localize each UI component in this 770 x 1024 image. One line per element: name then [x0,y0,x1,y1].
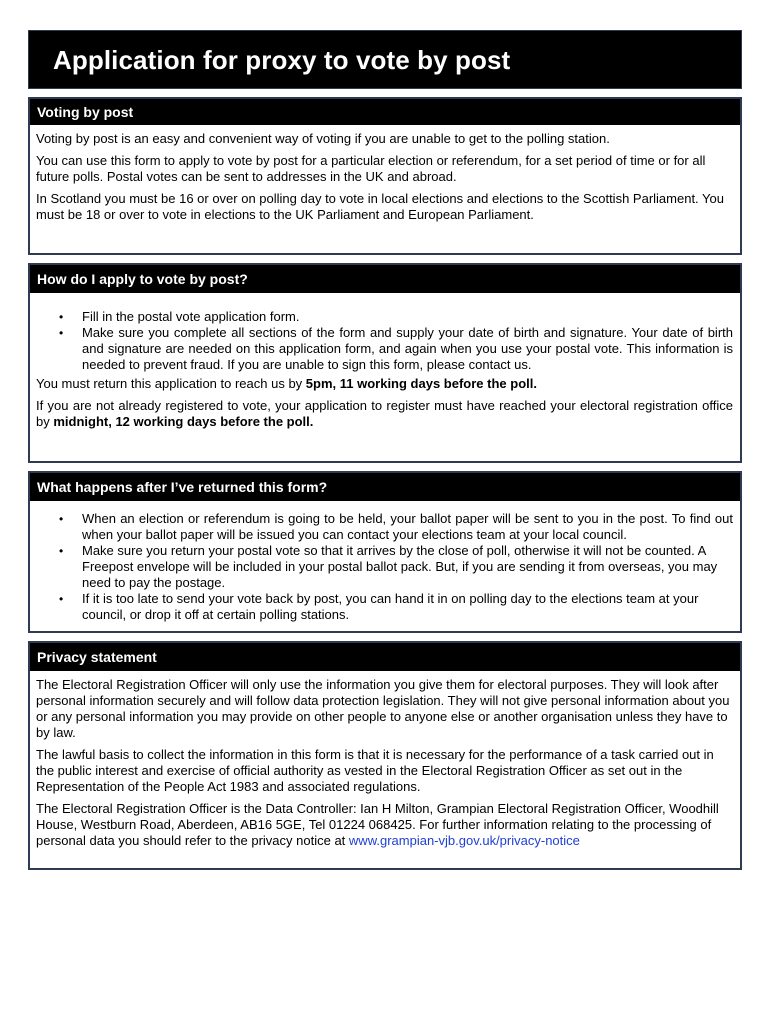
list-item-text: Make sure you complete all sections of the form and supply your date of birth and signature. Your date of birth and signature are needed on this application form, and again when you use your postal vote. This information is needed to prevent fraud. If you are unable to sign this form, please contact us. [82,325,733,372]
paragraph: The Electoral Registration Officer will only use the information you give them for electoral purposes. They will look after personal information securely and will follow data protection legislation. They will not give personal information about you or any personal information you may provide on other people to anyone else or another organisation unless they have to by law. [36,677,730,740]
section-voting-by-post [28,97,742,255]
section-heading: Privacy statement [30,643,740,671]
section-body [30,125,740,223]
list-item [36,591,733,623]
bullet-icon: • [59,592,64,606]
section-body [30,671,740,849]
bullet-icon: • [59,512,64,526]
paragraph: In Scotland you must be 16 or over on polling day to vote in local elections and elections to the Scottish Parliament. You must be 18 or over to vote in elections to the UK Parliament and European Parliament. [36,191,724,222]
bullet-icon: • [59,310,64,324]
return-text: You must return this application to reach us by [36,376,306,391]
paragraph [36,376,733,392]
register-text: If you are not already registered to vote, your application to register must have reached your electoral registration office by [36,398,733,429]
list-item-text: When an election or referendum is going to be held, your ballot paper will be sent to you in the post. To find out when your ballot paper will be issued you can contact your elections team at your local council. [82,511,733,542]
title-bar [28,30,742,89]
section-after-return [28,471,742,633]
list-item [36,325,733,373]
bullet-list [36,309,733,373]
list-item [36,511,733,543]
section-how-to-apply [28,263,742,463]
list-item-text: Fill in the postal vote application form. [82,309,300,324]
bullet-icon: • [59,544,64,558]
bullet-icon: • [59,326,64,340]
bullet-list [36,511,733,623]
paragraph [36,801,733,849]
privacy-notice-link[interactable]: www.grampian-vjb.gov.uk/privacy-notice [348,833,580,848]
list-item [36,309,733,325]
section-heading: How do I apply to vote by post? [30,265,740,293]
section-privacy [28,641,742,870]
section-body [30,293,740,430]
page-title: Application for proxy to vote by post [53,45,511,75]
controller-text: The Electoral Registration Officer is the Data Controller: Ian H Milton, Grampian Electoral Registration Officer, Woodhill House, Westburn Road, Aberdeen, AB16 5GE, Tel 01224 068425. For further information relating to the processing of personal data you should refer to the privacy notice at [36,801,719,848]
paragraph: The lawful basis to collect the information in this form is that it is necessary for the performance of a task carried out in the public interest and exercise of official authority as vested in the Electoral Registration Officer as set out in the Representation of the People Act 1983 and associated regulations. [36,747,714,794]
section-heading: Voting by post [30,99,740,125]
paragraph: Voting by post is an easy and convenient way of voting if you are unable to get to the polling station. [36,131,610,146]
register-deadline: midnight, 12 working days before the poll. [53,414,314,429]
list-item-text: If it is too late to send your vote back by post, you can hand it in on polling day to the elections team at your council, or drop it off at certain polling stations. [82,591,699,622]
list-item [36,543,733,591]
return-deadline: 5pm, 11 working days before the poll. [305,376,537,391]
paragraph [36,398,733,430]
paragraph: You can use this form to apply to vote by post for a particular election or referendum, for a set period of time or for all future polls. Postal votes can be sent to addresses in the UK and abroad. [36,153,706,184]
section-heading: What happens after I’ve returned this form? [30,473,740,501]
section-body [30,501,740,623]
list-item-text: Make sure you return your postal vote so that it arrives by the close of poll, otherwise it will not be counted. A Freepost envelope will be included in your postal ballot pack. But, if you are sending it from overseas, you may need to pay the postage. [82,543,718,590]
